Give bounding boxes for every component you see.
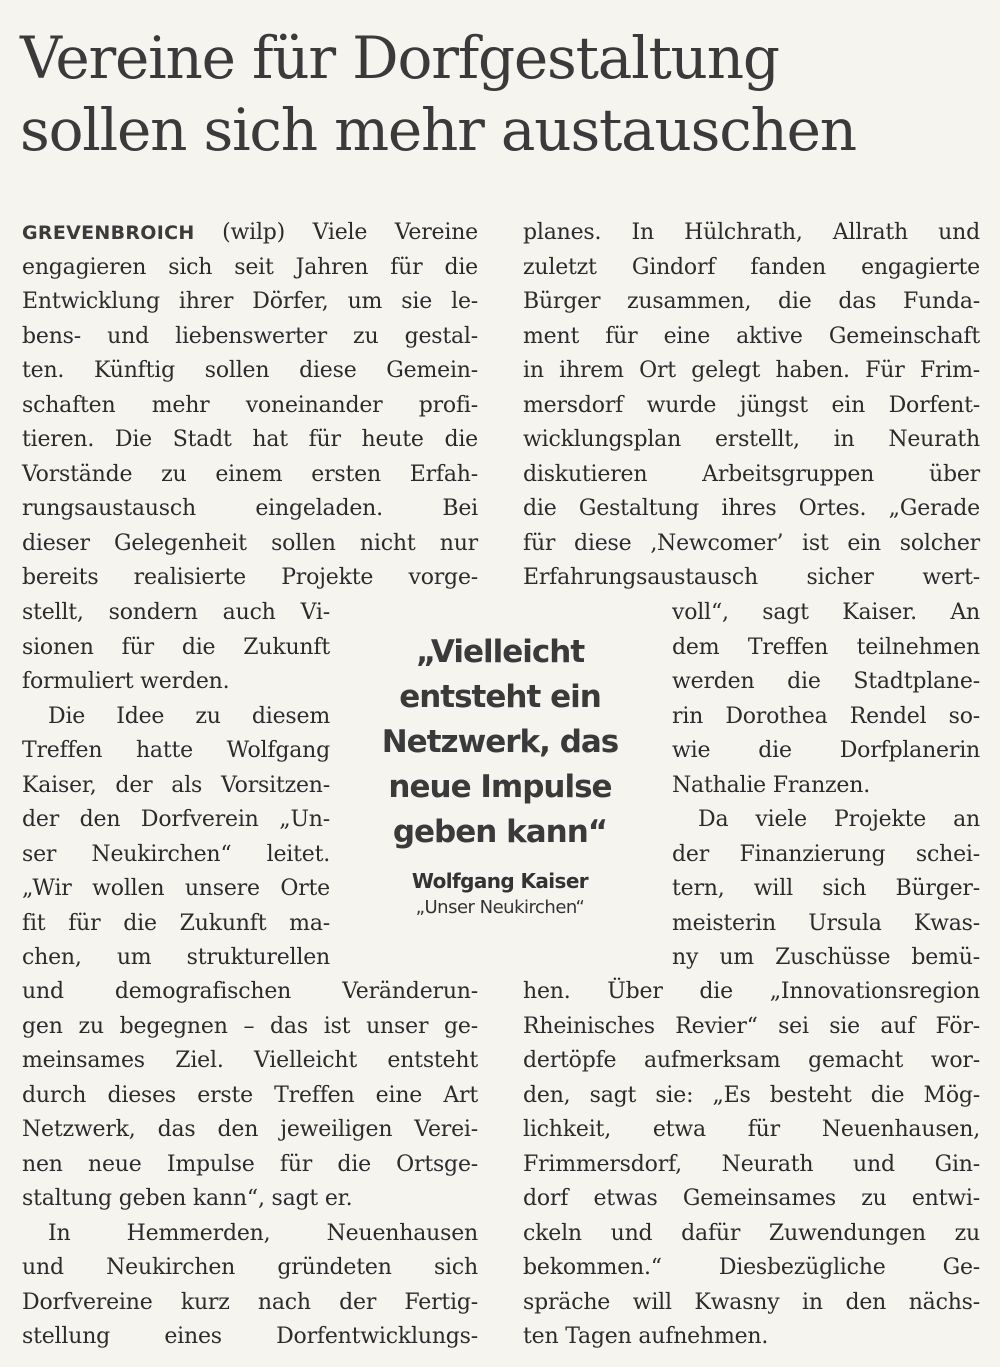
body-line: bereits realisierte Projekte vorge- — [22, 565, 478, 590]
body-line: ment für eine aktive Gemeinschaft — [523, 323, 980, 349]
headline-line-1: Vereine für Dorfgestaltung — [20, 24, 779, 92]
body-line: der Finanzierung schei- — [672, 841, 980, 867]
body-line: formuliert werden. — [22, 669, 230, 694]
body-line: mersdorf wurde jüngst ein Dorfent- — [523, 392, 980, 418]
body-line: Treffen hatte Wolfgang — [22, 738, 330, 763]
column-1-top — [22, 216, 478, 596]
body-line: Rheinisches Revier“ sei sie auf För- — [523, 1013, 980, 1039]
pull-quote-line: neue Impulse — [388, 769, 612, 805]
body-line: ckeln und dafür Zuwendungen zu — [523, 1220, 980, 1246]
body-line: Frimmersdorf, Neurath und Gin- — [523, 1151, 980, 1177]
body-line: dorf etwas Gemeinsames zu entwi- — [523, 1186, 980, 1211]
body-line: sionen für die Zukunft — [22, 634, 330, 660]
body-line: Die Idee zu diesem — [48, 703, 330, 729]
body-line: Nathalie Franzen. — [672, 772, 871, 798]
body-line: Da viele Projekte an — [698, 807, 980, 832]
body-line: In Hemmerden, Neuenhausen — [48, 1220, 478, 1246]
body-line: Dorfvereine kurz nach der Fertig- — [22, 1289, 478, 1315]
body-line: bekommen.“ Diesbezügliche Ge- — [523, 1255, 980, 1280]
body-line: wicklungsplan erstellt, in Neurath — [523, 427, 980, 452]
body-line: GREVENBROICH (wilp) Viele Vereine — [22, 220, 478, 245]
body-line: spräche will Kwasny in den nächs- — [523, 1289, 980, 1315]
body-line: fit für die Zukunft ma- — [22, 910, 330, 936]
body-line: staltung geben kann“, sagt er. — [22, 1186, 353, 1211]
headline-line-2: sollen sich mehr austauschen — [20, 96, 856, 164]
pull-quote-line: „Vielleicht — [415, 634, 585, 670]
body-line: ser Neukirchen“ leitet. — [22, 841, 330, 867]
body-line: planes. In Hülchrath, Allrath und — [523, 220, 980, 245]
body-line: durch dieses erste Treffen eine Art — [22, 1082, 478, 1108]
body-line: hen. Über die „Innovationsregion — [523, 979, 980, 1004]
body-line: rin Dorothea Rendel so- — [672, 703, 980, 729]
body-line: dieser Gelegenheit sollen nicht nur — [22, 530, 478, 556]
body-line: tern, will sich Bürger- — [672, 876, 980, 901]
column-2-bottom — [523, 975, 980, 1355]
body-line: ten. Künftig sollen diese Gemein- — [22, 358, 478, 383]
body-line: meisterin Ursula Kwas- — [672, 910, 980, 936]
body-line: in ihrem Ort gelegt haben. Für Frim- — [523, 358, 980, 383]
body-line: dem Treffen teilnehmen — [672, 634, 980, 660]
pull-quote-line: geben kann“ — [392, 814, 608, 850]
body-line: und Neukirchen gründeten sich — [22, 1255, 478, 1280]
column-1-bottom — [22, 975, 478, 1355]
body-line: der den Dorfverein „Un- — [22, 807, 330, 832]
pull-quote-line: Netzwerk, das — [381, 724, 619, 760]
body-line: Entwicklung ihrer Dörfer, um sie le- — [22, 289, 478, 314]
body-line: den, sagt sie: „Es besteht die Mög- — [523, 1082, 980, 1108]
body-line: dertöpfe aufmerksam gemacht wor- — [523, 1048, 980, 1073]
body-line: wie die Dorfplanerin — [672, 738, 980, 763]
body-line: Vorstände zu einem ersten Erfah- — [22, 461, 478, 487]
body-line: gen zu begegnen – das ist unser ge- — [22, 1013, 478, 1039]
body-line: rungsaustausch eingeladen. Bei — [22, 496, 478, 521]
pull-quote-organization: „Unser Neukirchen“ — [415, 897, 585, 918]
body-line: lichkeit, etwa für Neuenhausen, — [523, 1117, 980, 1142]
body-line: werden die Stadtplane- — [672, 669, 980, 694]
column-2-narrow — [672, 596, 980, 976]
headline — [20, 22, 985, 166]
body-line: und demografischen Veränderun- — [22, 979, 478, 1004]
body-line: diskutieren Arbeitsgruppen über — [523, 461, 980, 487]
body-line: tieren. Die Stadt hat für heute die — [22, 427, 478, 452]
column-2-top — [523, 216, 980, 596]
body-line: bens- und liebenswerter zu gestal- — [22, 323, 478, 349]
body-line: chen, um strukturellen — [22, 945, 330, 970]
body-line: Bürger zusammen, die das Funda- — [523, 289, 980, 314]
body-line: stellung eines Dorfentwicklungs- — [22, 1324, 478, 1349]
body-line: voll“, sagt Kaiser. An — [672, 600, 980, 625]
body-line: für diese ‚Newcomer’ ist ein solcher — [523, 530, 980, 556]
body-line: zuletzt Gindorf fanden engagierte — [523, 254, 980, 280]
body-line: meinsames Ziel. Vielleicht entsteht — [22, 1048, 478, 1073]
dateline: GREVENBROICH — [22, 222, 195, 244]
body-line: ten Tagen aufnehmen. — [523, 1324, 769, 1349]
body-line: die Gestaltung ihres Ortes. „Gerade — [523, 496, 980, 521]
body-line: Erfahrungsaustausch sicher wert- — [523, 565, 980, 590]
pull-quote — [352, 630, 648, 855]
body-line: schaften mehr voneinander profi- — [22, 392, 478, 418]
body-line: nen neue Impulse für die Ortsge- — [22, 1151, 478, 1177]
body-line: ny um Zuschüsse bemü- — [672, 945, 980, 970]
body-line: „Wir wollen unsere Orte — [22, 876, 330, 901]
column-1-narrow — [22, 596, 330, 976]
body-line: Kaiser, der als Vorsitzen- — [22, 772, 330, 798]
pull-quote-author: Wolfgang Kaiser — [411, 869, 589, 893]
body-line: engagieren sich seit Jahren für die — [22, 254, 478, 280]
body-line: stellt, sondern auch Vi- — [22, 600, 330, 625]
pull-quote-line: entsteht ein — [399, 679, 601, 715]
body-line: Netzwerk, das den jeweiligen Verei- — [22, 1117, 478, 1142]
